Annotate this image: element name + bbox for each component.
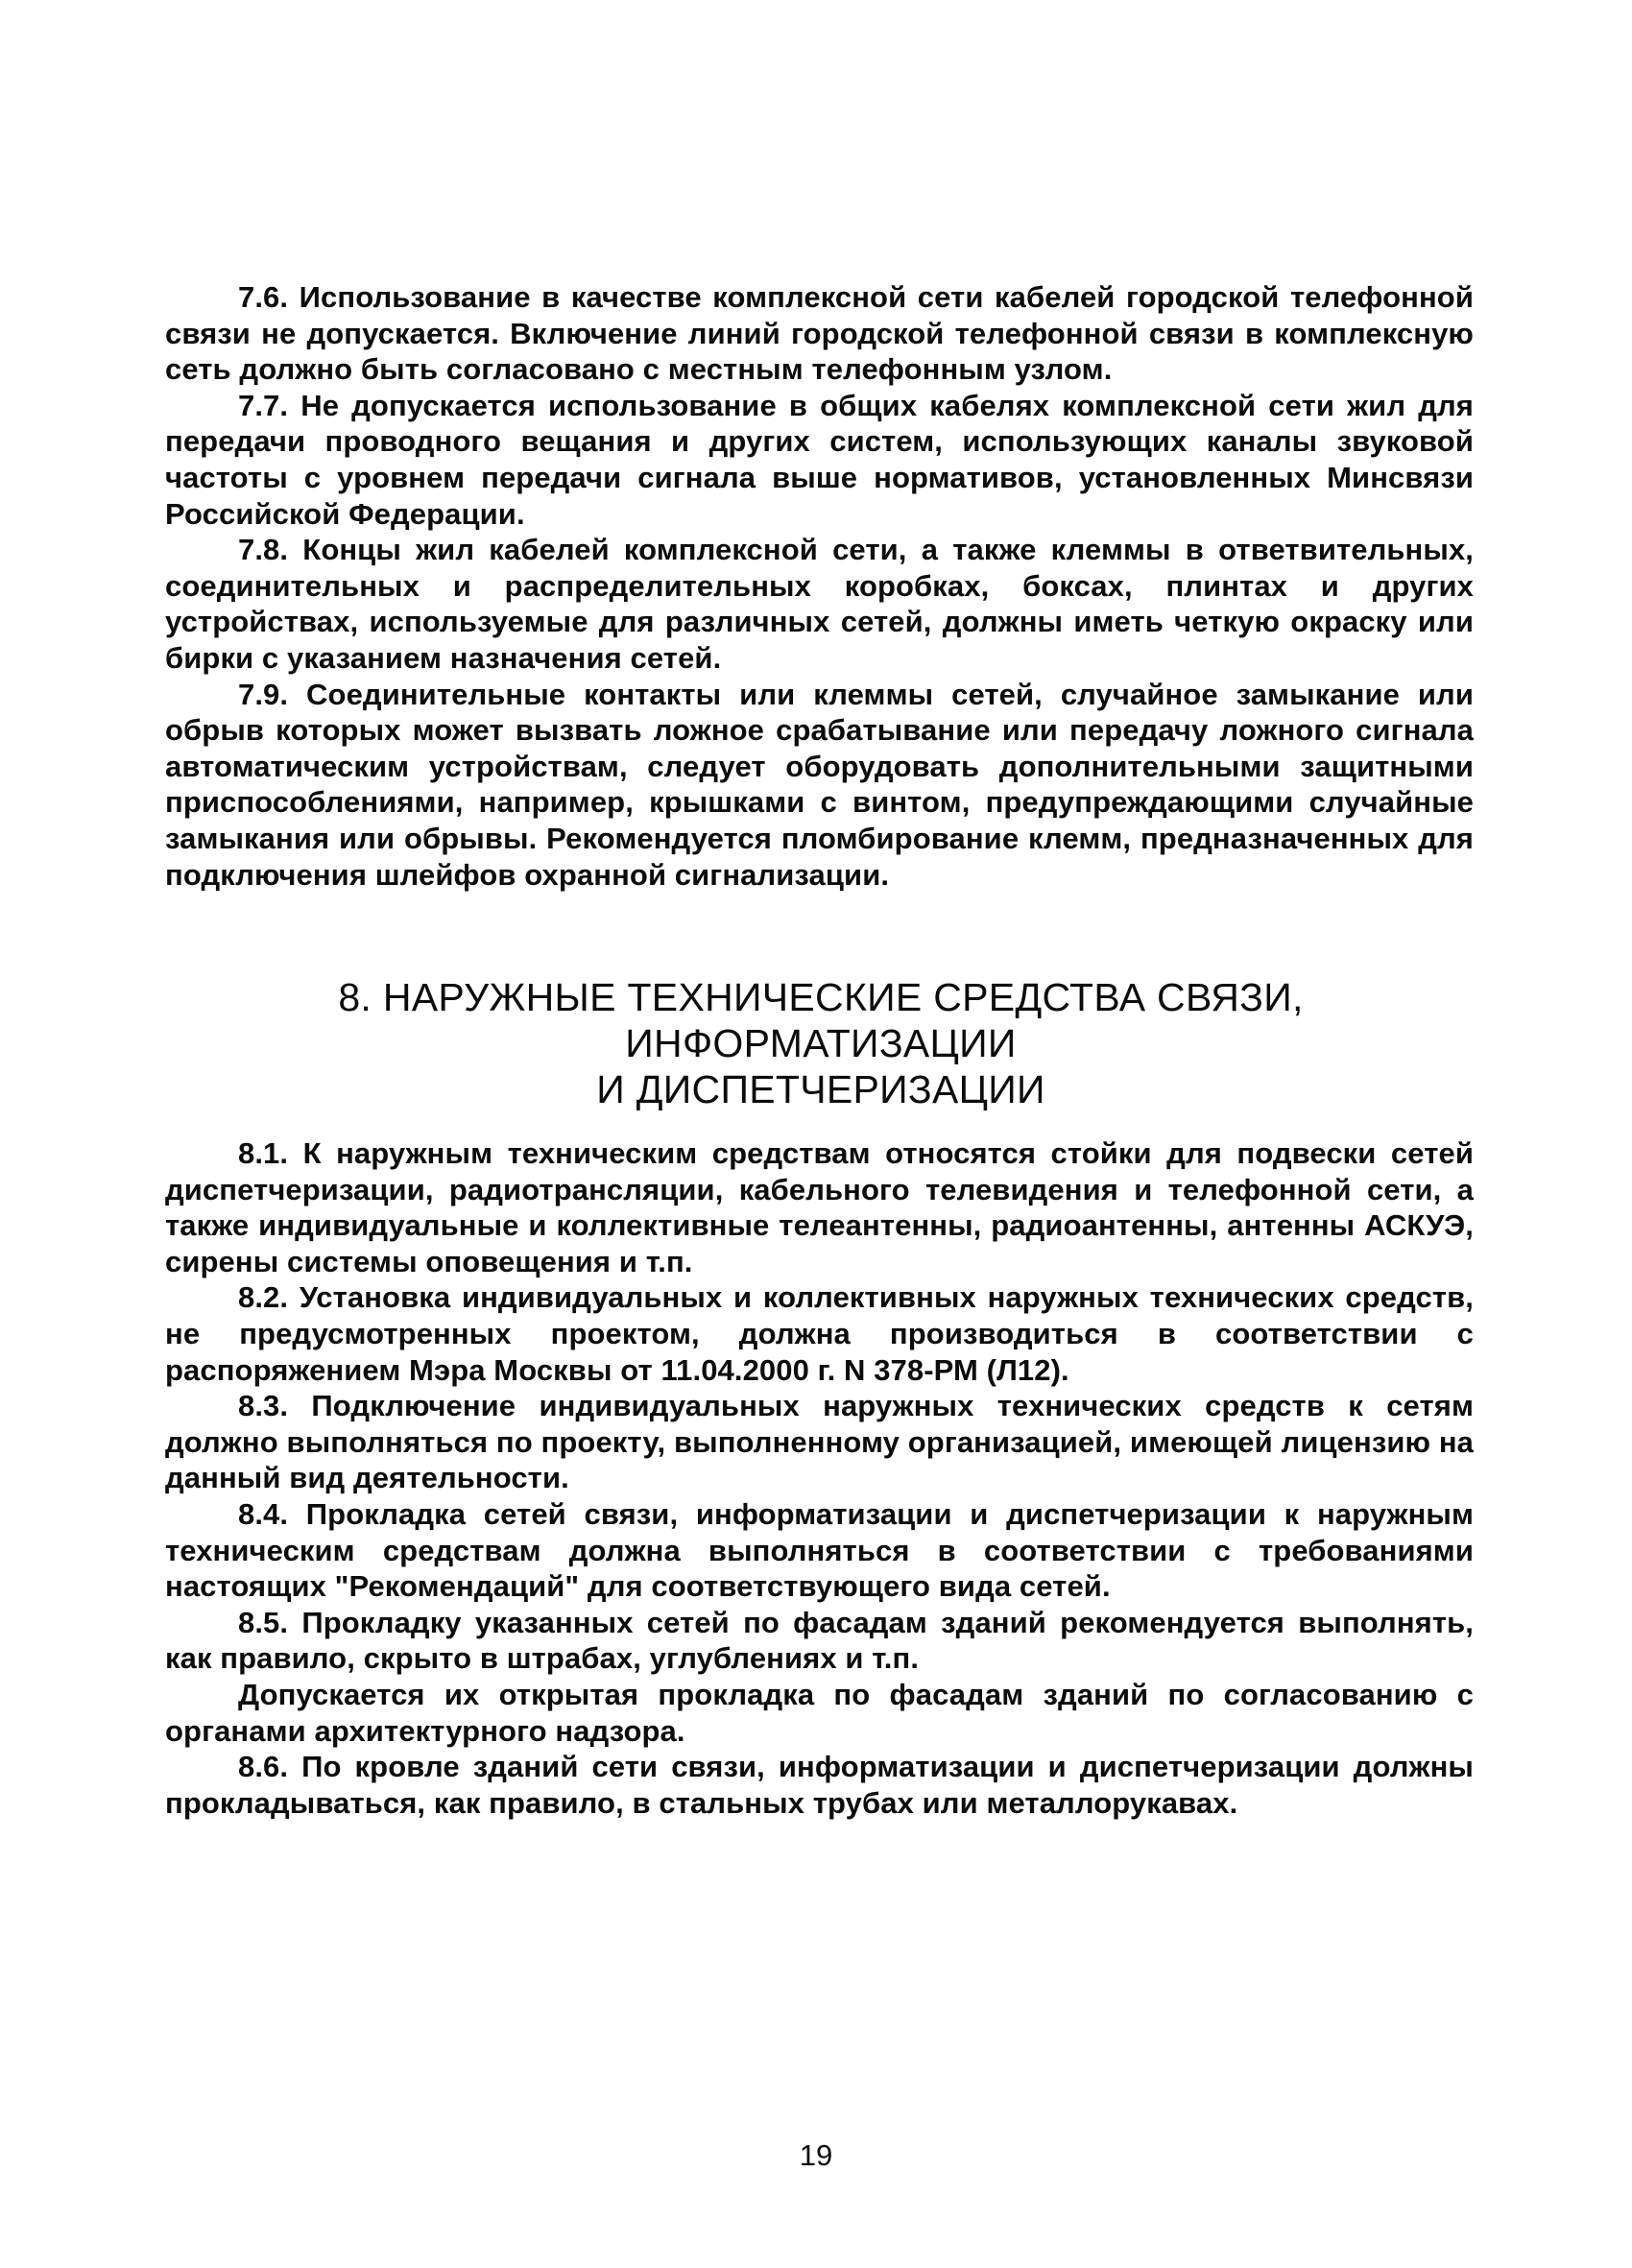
page-number: 19	[799, 2138, 833, 2172]
paragraph-7-8: 7.8. Концы жил кабелей комплексной сети, а также клеммы в ответвительных, соединительных и распределительных коробках, боксах, плинтах и других устройствах, используемые для различных сетей, должны иметь четкую окраску или бирки с указанием назначения сетей.	[165, 533, 1474, 675]
paragraph-8-4: 8.4. Прокладка сетей связи, информатизации и диспетчеризации к наружным техническим средствам должна выполняться в соответствии с требованиями настоящих "Рекомендаций" для соответствующего вида сетей.	[165, 1496, 1474, 1604]
paragraph-8-3: 8.3. Подключение индивидуальных наружных технических средств к сетям должно выполняться по проекту, выполненному организацией, имеющей лицензию на данный вид деятельности.	[165, 1389, 1474, 1495]
paragraph-8-5: 8.5. Прокладку указанных сетей по фасадам зданий рекомендуется выполнять, как правило, скрыто в штрабах, углублениях и т.п.	[165, 1605, 1474, 1676]
paragraph-7-7: 7.7. Не допускается использование в общих кабелях комплексной сети жил для передачи проводного вещания и других систем, использующих каналы звуковой частоты с уровнем передачи сигнала выше нормативов, установленных Минсвязи Российской Федерации.	[165, 388, 1474, 531]
paragraph-7-9: 7.9. Соединительные контакты или клеммы сетей, случайное замыкание или обрыв которых может вызвать ложное срабатывание или передачу ложного сигнала автоматическим устройствам, следует оборудовать дополнительными защитными приспособлениями, например, крышками с винтом, предупреждающими случайные замыкания или обрывы. Рекомендуется пломбирование клемм, предназначенных для подключения шлейфов охранной сигнализации.	[165, 677, 1474, 892]
section-8-heading-line-1: 8. НАРУЖНЫЕ ТЕХНИЧЕСКИЕ СРЕДСТВА СВЯЗИ, ИНФОРМАТИЗАЦИИ	[338, 975, 1304, 1065]
section-8-heading-line-2: И ДИСПЕТЧЕРИЗАЦИИ	[596, 1067, 1045, 1111]
paragraph-7-6: 7.6. Использование в качестве комплексной сети кабелей городской телефонной связи не допускается. Включение линий городской телефонной связи в комплексную сеть должно быть согласовано с местным телефонным узлом.	[165, 280, 1474, 387]
paragraph-8-1: 8.1. К наружным техническим средствам относятся стойки для подвески сетей диспетчеризации, радиотрансляции, кабельного телевидения и телефонной сети, а также индивидуальные и коллективные телеантенны, радиоантенны, антенны АСКУЭ, сирены системы оповещения и т.п.	[165, 1136, 1474, 1278]
section-8-heading	[144, 974, 1498, 1112]
paragraph-8-6: 8.6. По кровле зданий сети связи, информатизации и диспетчеризации должны прокладываться, как правило, в стальных трубах или металлорукавах.	[165, 1750, 1474, 1820]
section-7-body	[165, 279, 1474, 893]
section-8-body	[165, 1135, 1474, 1821]
paragraph-8-5-continued: Допускается их открытая прокладка по фасадам зданий по согласованию с органами архитектурного надзора.	[165, 1677, 1474, 1748]
paragraph-8-2: 8.2. Установка индивидуальных и коллективных наружных технических средств, не предусмотренных проектом, должна производиться в соответствии с распоряжением Мэра Москвы от 11.04.2000 г. N 378-РМ (Л12).	[165, 1280, 1474, 1387]
